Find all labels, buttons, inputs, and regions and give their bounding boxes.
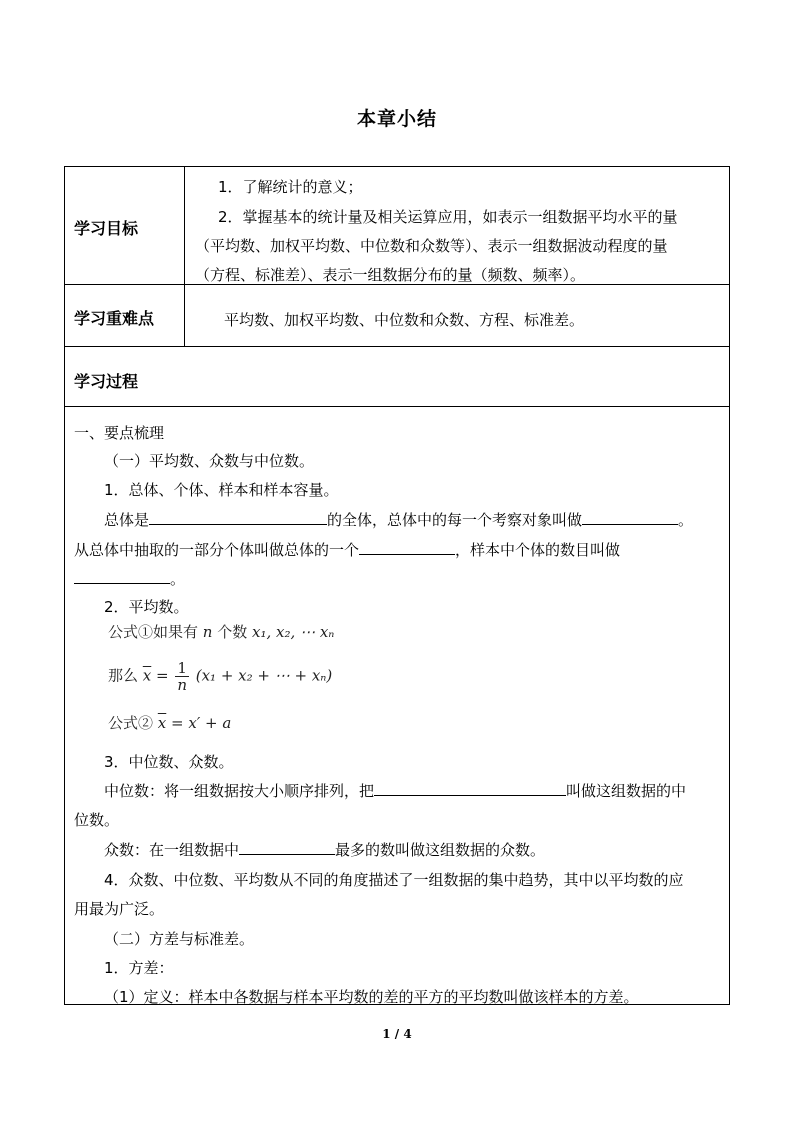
goals-line-4: （方程、标准差）、表示一组数据分布的量（频数、频率）。	[195, 266, 586, 284]
item-4-line-1: 4．众数、中位数、平均数从不同的角度描述了一组数据的集中趋势，其中以平均数的应	[104, 871, 684, 889]
variance-definition: （1）定义：样本中各数据与样本平均数的差的平方的平均数叫做该样本的方差。	[104, 988, 639, 1006]
table-column-divider	[184, 166, 185, 346]
section-heading: 一、要点梳理	[74, 424, 165, 442]
item-1-line-2: 从总体中抽取的一部分个体叫做总体的一个 ，样本中个体的数目叫做	[74, 541, 621, 559]
fill-blank[interactable]	[582, 509, 678, 525]
table-border-left	[64, 166, 65, 1005]
goals-line-2: 2．掌握基本的统计量及相关运算应用，如表示一组数据平均水平的量	[218, 208, 678, 226]
median-line-2: 位数。	[74, 811, 120, 829]
fill-blank[interactable]	[74, 568, 170, 584]
formula-3: 公式② $\overline{x} = x' + a$	[108, 714, 232, 732]
subsection-2: （二）方差与标准差。	[104, 930, 255, 948]
median-line-1: 中位数：将一组数据按大小顺序排列，把 叫做这组数据的中	[104, 782, 687, 800]
formula-1: 公式①如果有 n 个数 x₁, x₂, ⋯ xₙ	[108, 623, 335, 641]
key-points-text: 平均数、加权平均数、中位数和众数、方程、标准差。	[224, 311, 585, 329]
page-number: 1 / 4	[382, 1027, 412, 1041]
item-1-heading: 1．总体、个体、样本和样本容量。	[104, 481, 339, 499]
item-2-heading: 2．平均数。	[104, 598, 189, 616]
item-4-line-2: 用最为广泛。	[74, 900, 165, 918]
fill-blank[interactable]	[374, 780, 566, 796]
fill-blank[interactable]	[149, 509, 327, 525]
goals-line-3: （平均数、加权平均数、中位数和众数等）、表示一组数据波动程度的量	[195, 237, 668, 255]
goals-label: 学习目标	[74, 219, 139, 238]
fraction: $\frac{1}{n}$	[177, 659, 188, 694]
fill-blank[interactable]	[239, 839, 335, 855]
goals-line-1: 1．了解统计的意义；	[218, 178, 363, 196]
study-table	[64, 166, 730, 1006]
item-1-line-1: 总体是 的全体，总体中的每一个考察对象叫做 。	[104, 511, 694, 529]
table-border-top	[64, 166, 730, 167]
page-title: 本章小结	[356, 108, 437, 130]
key-points-label: 学习重难点	[74, 309, 155, 328]
fill-blank[interactable]	[359, 539, 455, 555]
table-divider-3	[64, 406, 730, 407]
subsection-1: （一）平均数、众数与中位数。	[104, 452, 315, 470]
table-border-right	[729, 166, 730, 1005]
item-3-heading: 3．中位数、众数。	[104, 753, 234, 771]
item-1-line-3: 。	[74, 568, 185, 589]
process-label: 学习过程	[74, 372, 139, 391]
table-divider-2	[64, 346, 730, 347]
formula-2: 那么 $\overline{x}$ = $\frac{1}{n}$ (x₁ + x₂ + ⋯ + xₙ)	[108, 659, 333, 694]
mode-line: 众数：在一组数据中 最多的数叫做这组数据的众数。	[104, 841, 546, 859]
variance-heading: 1．方差：	[104, 959, 174, 977]
